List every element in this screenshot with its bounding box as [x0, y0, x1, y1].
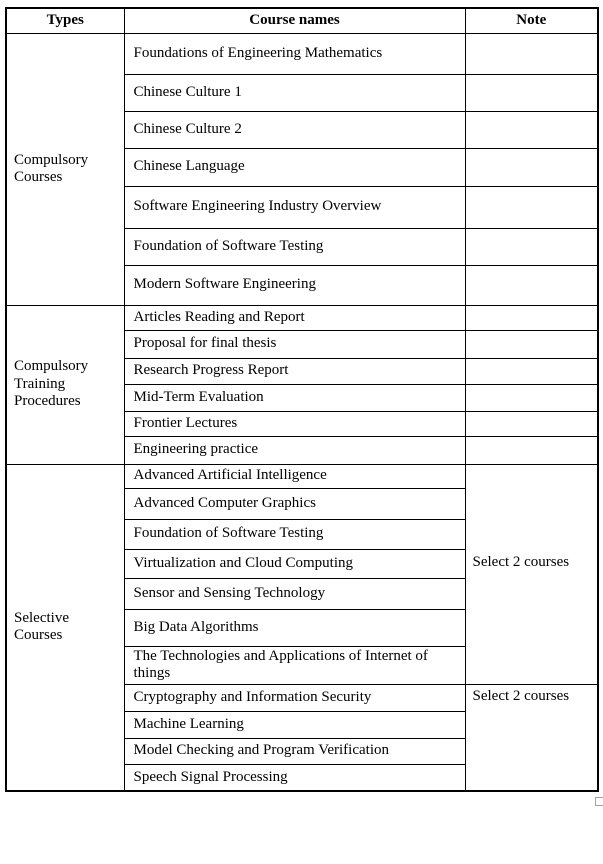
note-cell-empty: [465, 436, 598, 464]
course-cell: Advanced Artificial Intelligence: [124, 464, 465, 488]
note-cell-empty: [465, 111, 598, 148]
course-cell: Model Checking and Program Verification: [124, 738, 465, 764]
note-cell-empty: [465, 33, 598, 74]
note-cell-empty: [465, 411, 598, 436]
course-cell: Chinese Language: [124, 148, 465, 186]
header-note: Note: [465, 8, 598, 33]
course-cell: Virtualization and Cloud Computing: [124, 549, 465, 578]
header-types: Types: [6, 8, 124, 33]
course-cell: Foundation of Software Testing: [124, 519, 465, 549]
note-cell-empty: [465, 74, 598, 111]
table-resize-handle[interactable]: [595, 797, 603, 806]
course-cell: Advanced Computer Graphics: [124, 488, 465, 519]
course-table: [5, 7, 599, 792]
type-cell-selective-courses: Selective Courses: [6, 464, 124, 791]
type-cell-compulsory-courses: Compulsory Courses: [6, 33, 124, 305]
course-cell: Sensor and Sensing Technology: [124, 578, 465, 609]
table-row: [6, 33, 598, 74]
note-cell-empty: [465, 186, 598, 228]
course-cell: Proposal for final thesis: [124, 330, 465, 358]
note-cell-empty: [465, 330, 598, 358]
course-cell: Modern Software Engineering: [124, 265, 465, 305]
course-cell: Engineering practice: [124, 436, 465, 464]
course-cell: Research Progress Report: [124, 358, 465, 384]
note-text: Select 2 courses: [472, 554, 570, 571]
course-cell: Speech Signal Processing: [124, 764, 465, 791]
course-cell: Mid-Term Evaluation: [124, 384, 465, 411]
note-cell-empty: [465, 358, 598, 384]
note-cell-empty: [465, 305, 598, 330]
course-cell: Articles Reading and Report: [124, 305, 465, 330]
table-row: [6, 305, 598, 330]
note-cell-empty: [465, 148, 598, 186]
note-cell-empty: [465, 265, 598, 305]
table-header-row: [6, 8, 598, 33]
note-cell-select-2-courses: [465, 684, 598, 791]
note-text: Select 2 courses: [472, 687, 570, 704]
course-cell: Big Data Algorithms: [124, 609, 465, 646]
course-cell: Chinese Culture 2: [124, 111, 465, 148]
table-row: [6, 464, 598, 488]
note-cell-empty: [465, 384, 598, 411]
note-cell-empty: [465, 228, 598, 265]
course-cell: The Technologies and Applications of Internet of things: [124, 646, 465, 684]
course-cell: Frontier Lectures: [124, 411, 465, 436]
header-course-names: Course names: [124, 8, 465, 33]
course-cell: Chinese Culture 1: [124, 74, 465, 111]
course-cell: Foundation of Software Testing: [124, 228, 465, 265]
type-cell-compulsory-training-procedures: Compulsory Training Procedures: [6, 305, 124, 464]
course-cell: Foundations of Engineering Mathematics: [124, 33, 465, 74]
course-cell: Software Engineering Industry Overview: [124, 186, 465, 228]
course-cell: Machine Learning: [124, 711, 465, 738]
course-cell: Cryptography and Information Security: [124, 684, 465, 711]
note-cell-select-2-courses: [465, 464, 598, 684]
